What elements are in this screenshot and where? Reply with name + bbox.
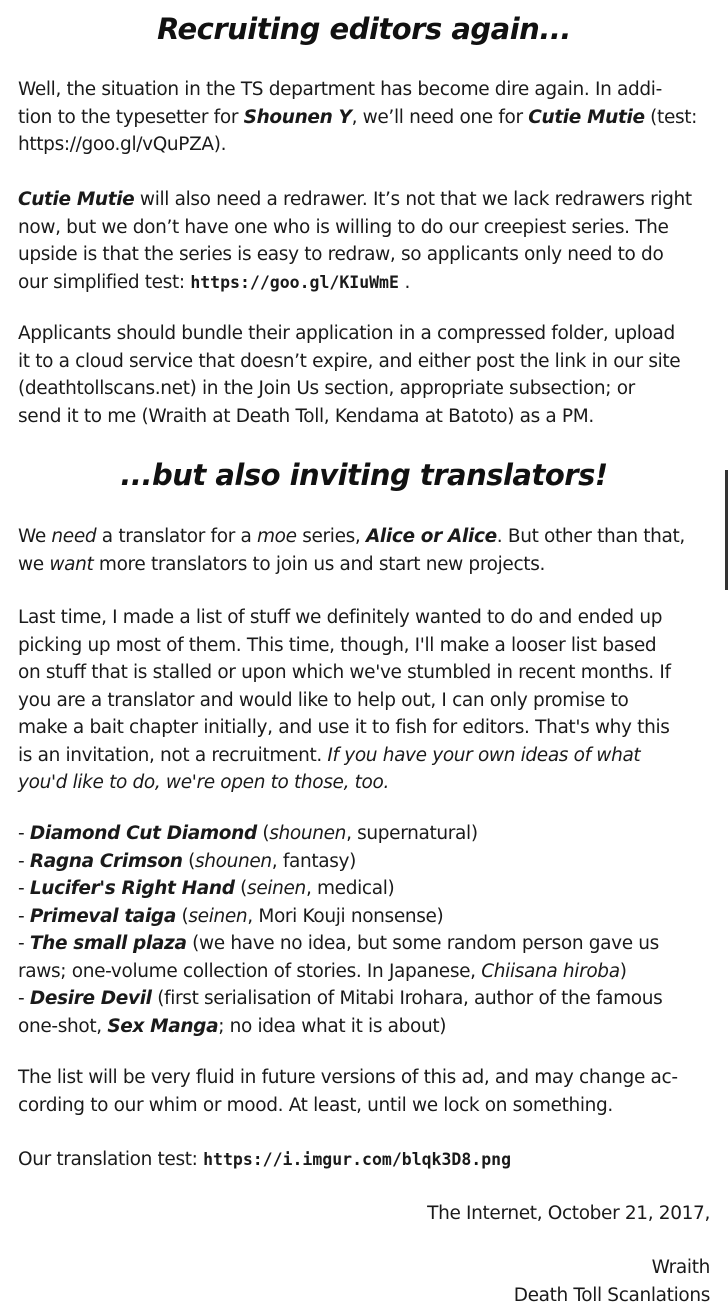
typesetter-line-1: Well, the situation in the TS department has become dire again. In addi- bbox=[18, 79, 662, 100]
series-title-alice-or-alice: Alice or Alice bbox=[365, 526, 497, 547]
date-text: The Internet, October 21, 2017, bbox=[427, 1203, 710, 1224]
list-item bbox=[18, 820, 718, 848]
bullet-dash: - bbox=[18, 850, 30, 872]
translation-test-line bbox=[18, 1146, 718, 1174]
intro-line-1: Last time, I made a list of stuff we definitely wanted to do and ended up bbox=[18, 607, 663, 628]
bullet-dash: - bbox=[18, 878, 30, 899]
text-run: ) bbox=[619, 960, 627, 982]
test-label: Our translation test: bbox=[18, 1149, 204, 1170]
series-title: The small plaza bbox=[29, 933, 187, 954]
text-run: ( bbox=[175, 905, 189, 927]
application-line-2: it to a cloud service that doesn’t expire, and either post the link in our site bbox=[18, 350, 681, 372]
recruiting-editors-heading: Recruiting editors again... bbox=[157, 12, 571, 46]
text-run: series, bbox=[296, 526, 366, 547]
emphasis: you'd like to do, we're open to those, too. bbox=[18, 772, 390, 793]
typesetter-line-2 bbox=[18, 104, 718, 132]
bullet-dash: - bbox=[18, 988, 30, 1009]
application-paragraph bbox=[18, 320, 718, 430]
emphasis: want bbox=[49, 553, 94, 575]
demographic: seinen bbox=[188, 905, 248, 927]
redrawer-paragraph bbox=[18, 186, 718, 296]
text-run: . But other than that, bbox=[496, 526, 685, 547]
text-run: (we have no idea, but some random person gave us bbox=[186, 933, 659, 954]
bullet-dash: - bbox=[18, 823, 30, 844]
series-title: Lucifer's Right Hand bbox=[29, 878, 235, 899]
text-run: , medical) bbox=[305, 878, 395, 899]
list-item bbox=[18, 903, 718, 931]
series-title: Sex Manga bbox=[107, 1015, 219, 1037]
series-title-shounen-y: Shounen Y bbox=[243, 106, 352, 128]
signature-name: Wraith bbox=[651, 1257, 710, 1278]
text-run: raws; one-volume collection of stories. In Japanese, bbox=[18, 960, 482, 982]
need-line-2 bbox=[18, 551, 718, 579]
signoff-date bbox=[10, 1200, 710, 1228]
text-run: is an invitation, not a recruitment. bbox=[18, 744, 328, 766]
list-item bbox=[18, 985, 718, 1013]
emphasis: moe bbox=[257, 526, 297, 547]
list-item bbox=[18, 875, 718, 903]
text-run: more translators to join us and start new projects. bbox=[93, 553, 546, 575]
text-run: We bbox=[18, 526, 52, 547]
series-title-cutie-mutie: Cutie Mutie bbox=[18, 189, 135, 210]
text-run: our simplified test: bbox=[18, 271, 191, 293]
signature-group: Death Toll Scanlations bbox=[513, 1284, 710, 1306]
emphasis: If you have your own ideas of what bbox=[327, 744, 641, 766]
fluid-list-paragraph bbox=[18, 1064, 718, 1119]
text-run: ( bbox=[234, 878, 248, 899]
redrawer-line-1 bbox=[18, 186, 718, 214]
bullet-dash: - bbox=[18, 933, 30, 954]
emphasis: need bbox=[51, 526, 97, 547]
text-run: (test: bbox=[644, 106, 698, 128]
text-run: tion to the typesetter for bbox=[18, 106, 244, 128]
redrawer-line-2: now, but we don’t have one who is willing to do our creepiest series. The bbox=[18, 216, 669, 238]
intro-line-6 bbox=[18, 742, 718, 770]
list-item bbox=[18, 848, 718, 876]
demographic: seinen bbox=[247, 878, 306, 899]
redrawer-line-4 bbox=[18, 269, 718, 297]
text-run: , supernatural) bbox=[346, 823, 478, 844]
bullet-dash: - bbox=[18, 905, 30, 927]
signature bbox=[10, 1254, 710, 1309]
list-item-continuation bbox=[18, 958, 718, 986]
text-run: one-shot, bbox=[18, 1015, 108, 1037]
text-run: , Mori Kouji nonsense) bbox=[247, 905, 444, 927]
series-title: Primeval taiga bbox=[29, 905, 176, 927]
application-line-1: Applicants should bundle their application in a compressed folder, upload bbox=[18, 323, 675, 344]
text-run: ( bbox=[256, 823, 270, 844]
intro-line-7 bbox=[18, 769, 718, 797]
text-run: , fantasy) bbox=[271, 850, 357, 872]
demographic: shounen bbox=[195, 850, 272, 872]
inviting-translators-heading: ...but also inviting translators! bbox=[120, 458, 608, 492]
text-run: we bbox=[18, 553, 50, 575]
need-line-1 bbox=[18, 523, 718, 551]
redrawer-line-3: upside is that the series is easy to redraw, so applicants only need to do bbox=[18, 244, 664, 265]
text-run: ( bbox=[182, 850, 195, 872]
demographic: shounen bbox=[269, 823, 347, 844]
translator-need-paragraph bbox=[18, 523, 718, 578]
japanese-title: Chiisana hiroba bbox=[481, 960, 620, 982]
fluid-line-2: cording to our whim or mood. At least, until we lock on something. bbox=[18, 1094, 613, 1116]
typesetter-paragraph bbox=[18, 76, 718, 159]
application-line-4: send it to me (Wraith at Death Toll, Kendama at Batoto) as a PM. bbox=[18, 405, 594, 427]
intro-line-5: make a bait chapter initially, and use it to fish for editors. That's why this bbox=[18, 717, 670, 738]
list-intro-paragraph bbox=[18, 604, 718, 797]
intro-line-4: you are a translator and would like to help out, I can only promise to bbox=[18, 689, 629, 711]
series-list bbox=[18, 820, 718, 1040]
intro-line-2: picking up most of them. This time, though, I'll make a looser list based bbox=[18, 634, 657, 656]
list-item bbox=[18, 930, 718, 958]
test-line bbox=[18, 1146, 718, 1174]
application-line-3: (deathtollscans.net) in the Join Us section, appropriate subsection; or bbox=[18, 378, 635, 399]
translation-test-link[interactable]: https://i.imgur.com/blqk3D8.png bbox=[203, 1150, 512, 1169]
list-item-continuation bbox=[18, 1013, 718, 1041]
series-title: Desire Devil bbox=[29, 988, 152, 1009]
series-title: Diamond Cut Diamond bbox=[29, 823, 257, 844]
text-run: (first serialisation of Mitabi Irohara, author of the famous bbox=[151, 988, 663, 1009]
series-title-cutie-mutie: Cutie Mutie bbox=[528, 106, 645, 128]
typesetter-test-link[interactable]: https://goo.gl/vQuPZA). bbox=[18, 134, 227, 155]
text-run: will also need a redrawer. It’s not that we lack redrawers right bbox=[134, 189, 692, 210]
text-run: ; no idea what it is about) bbox=[218, 1015, 447, 1037]
fluid-line-1: The list will be very fluid in future versions of this ad, and may change ac- bbox=[18, 1067, 678, 1088]
series-title: Ragna Crimson bbox=[29, 850, 183, 872]
redraw-test-link[interactable]: https://goo.gl/KIuWmE bbox=[190, 272, 399, 292]
intro-line-3: on stuff that is stalled or upon which we've stumbled in recent months. If bbox=[18, 662, 671, 683]
text-run: , we’ll need one for bbox=[351, 106, 529, 128]
text-run: . bbox=[398, 271, 410, 293]
text-run: a translator for a bbox=[96, 526, 257, 547]
